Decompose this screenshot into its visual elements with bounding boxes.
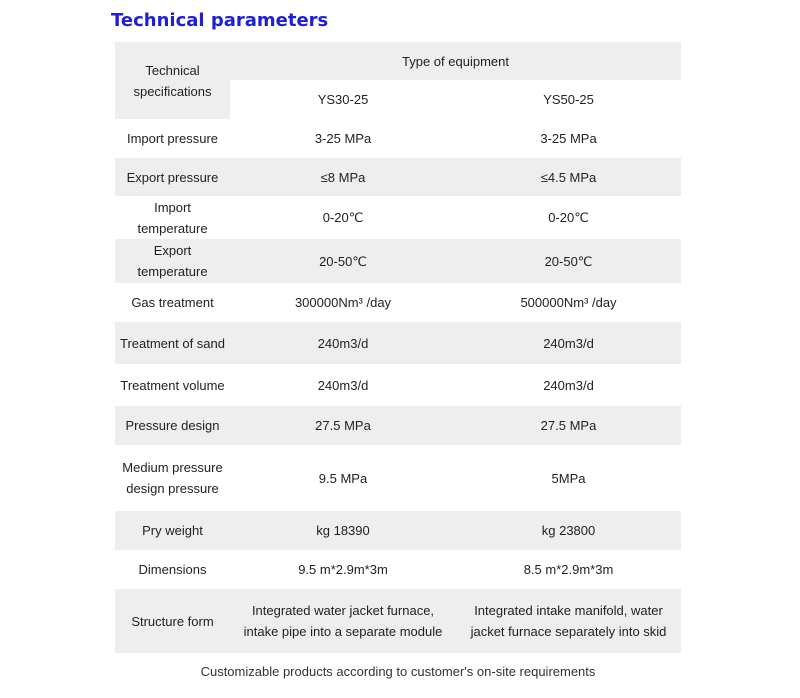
row-label: Structure form (115, 589, 230, 653)
row-label: Export temperature (115, 239, 230, 283)
row-value-ys50: Integrated intake manifold, water jacket furnace separately into skid (456, 589, 681, 653)
footer-note: Customizable products according to customer's on-site requirements (200, 664, 596, 679)
row-value-ys50: ≤4.5 MPa (456, 158, 681, 196)
row-value-ys30: 9.5 m*2.9m*3m (230, 550, 456, 589)
table-header-row (115, 42, 681, 80)
row-value-ys30: kg 18390 (230, 511, 456, 550)
row-label: Pressure design (115, 406, 230, 445)
row-label: Gas treatment (115, 283, 230, 322)
row-label: Import pressure (115, 119, 230, 158)
row-value-ys50: 5MPa (456, 445, 681, 511)
table-row (115, 283, 681, 322)
row-value-ys30: 240m3/d (230, 364, 456, 406)
row-label: Import temperature (115, 196, 230, 239)
table-row (115, 119, 681, 158)
row-label: Medium pressure design pressure (115, 445, 230, 511)
row-value-ys30: 9.5 MPa (230, 445, 456, 511)
table-row (115, 511, 681, 550)
row-label: Export pressure (115, 158, 230, 196)
row-value-ys50: 20-50℃ (456, 239, 681, 283)
row-value-ys30: 0-20℃ (230, 196, 456, 239)
row-value-ys50: 3-25 MPa (456, 119, 681, 158)
row-value-ys50: 0-20℃ (456, 196, 681, 239)
row-value-ys30: ≤8 MPa (230, 158, 456, 196)
row-value-ys50: 240m3/d (456, 322, 681, 364)
table-row (115, 364, 681, 406)
row-value-ys50: 240m3/d (456, 364, 681, 406)
row-label: Dimensions (115, 550, 230, 589)
row-value-ys30: 3-25 MPa (230, 119, 456, 158)
row-value-ys30: 240m3/d (230, 322, 456, 364)
technical-parameters-table (115, 42, 681, 653)
row-label: Pry weight (115, 511, 230, 550)
row-value-ys30: Integrated water jacket furnace, intake pipe into a separate module (230, 589, 456, 653)
row-label: Treatment volume (115, 364, 230, 406)
row-value-ys30: 300000Nm³ /day (230, 283, 456, 322)
table-row (115, 158, 681, 196)
row-value-ys30: 20-50℃ (230, 239, 456, 283)
row-value-ys50: 8.5 m*2.9m*3m (456, 550, 681, 589)
table-row (115, 196, 681, 239)
model-ys50-header: YS50-25 (456, 80, 681, 119)
row-value-ys50: 500000Nm³ /day (456, 283, 681, 322)
model-ys30-header: YS30-25 (230, 80, 456, 119)
row-value-ys30: 27.5 MPa (230, 406, 456, 445)
row-label: Treatment of sand (115, 322, 230, 364)
table-row (115, 589, 681, 653)
table-row (115, 322, 681, 364)
type-of-equipment-header: Type of equipment (230, 42, 681, 80)
row-value-ys50: kg 23800 (456, 511, 681, 550)
row-value-ys50: 27.5 MPa (456, 406, 681, 445)
table-row (115, 445, 681, 511)
table-row (115, 239, 681, 283)
page-title: Technical parameters (111, 10, 329, 31)
technical-specifications-header: Technical specifications (115, 42, 230, 119)
table-row (115, 406, 681, 445)
table-row (115, 550, 681, 589)
